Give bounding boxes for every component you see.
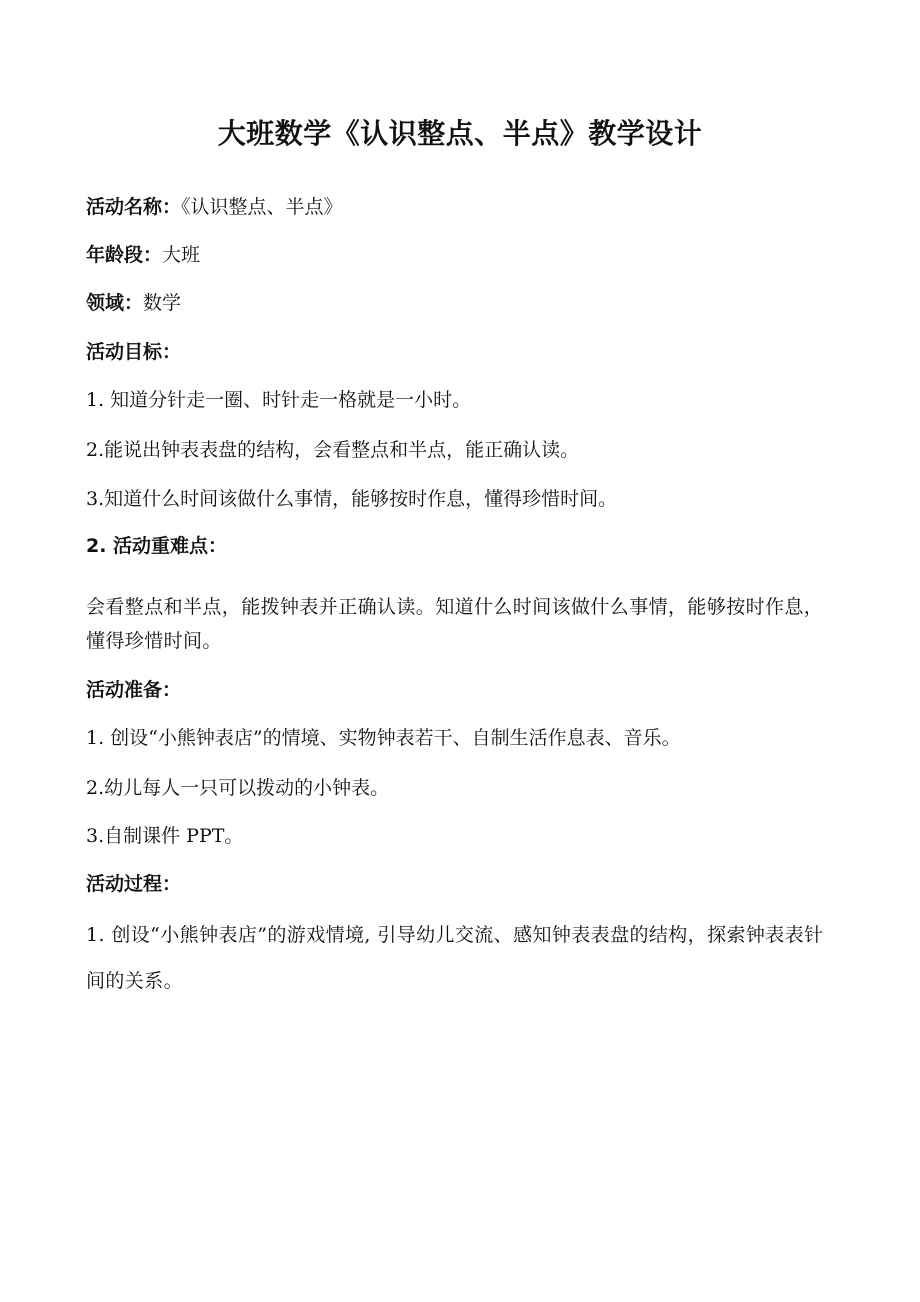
field-label: 领域： [86,292,144,314]
prep-item: 2.幼儿每人一只可以拨动的小钟表。 [86,777,390,799]
age-row [86,241,200,269]
process-paragraph: 1. 创设“小熊钟表店”的游戏情境, 引导幼儿交流、感知钟表表盘的结构，探索钟表表针间的关系。 [86,924,824,992]
prep-item: 1. 创设“小熊钟表店”的情境、实物钟表若干、自制生活作息表、音乐。 [86,727,681,749]
prep-item: 3.自制课件 PPT。 [86,825,244,847]
activity-name-label: 活动名称： [86,196,182,218]
key-points-paragraph: 会看整点和半点，能拨钟表并正确认读。知道什么时间该做什么事情，能够按时作息，懂得珍惜时间。 [86,596,824,652]
activity-name-value: 《认识整点、半点》 [181,196,343,218]
field-row [86,289,181,317]
process-heading: 活动过程： [86,873,182,895]
document-title: 大班数学《认识整点、半点》教学设计 [217,117,703,150]
field-value: 数学 [143,292,182,314]
goal-item: 2.能说出钟表表盘的结构，会看整点和半点，能正确认读。 [86,439,580,461]
activity-name-row [86,193,343,221]
key-points-heading: 2. 活动重难点： [86,535,228,557]
goals-heading: 活动目标： [86,341,182,363]
age-label: 年龄段： [86,244,163,266]
goal-item: 1. 知道分针走一圈、时针走一格就是一小时。 [86,389,472,411]
age-value: 大班 [162,244,201,266]
goal-item: 3.知道什么时间该做什么事情，能够按时作息，懂得珍惜时间。 [86,488,618,510]
prep-heading: 活动准备： [86,679,182,701]
